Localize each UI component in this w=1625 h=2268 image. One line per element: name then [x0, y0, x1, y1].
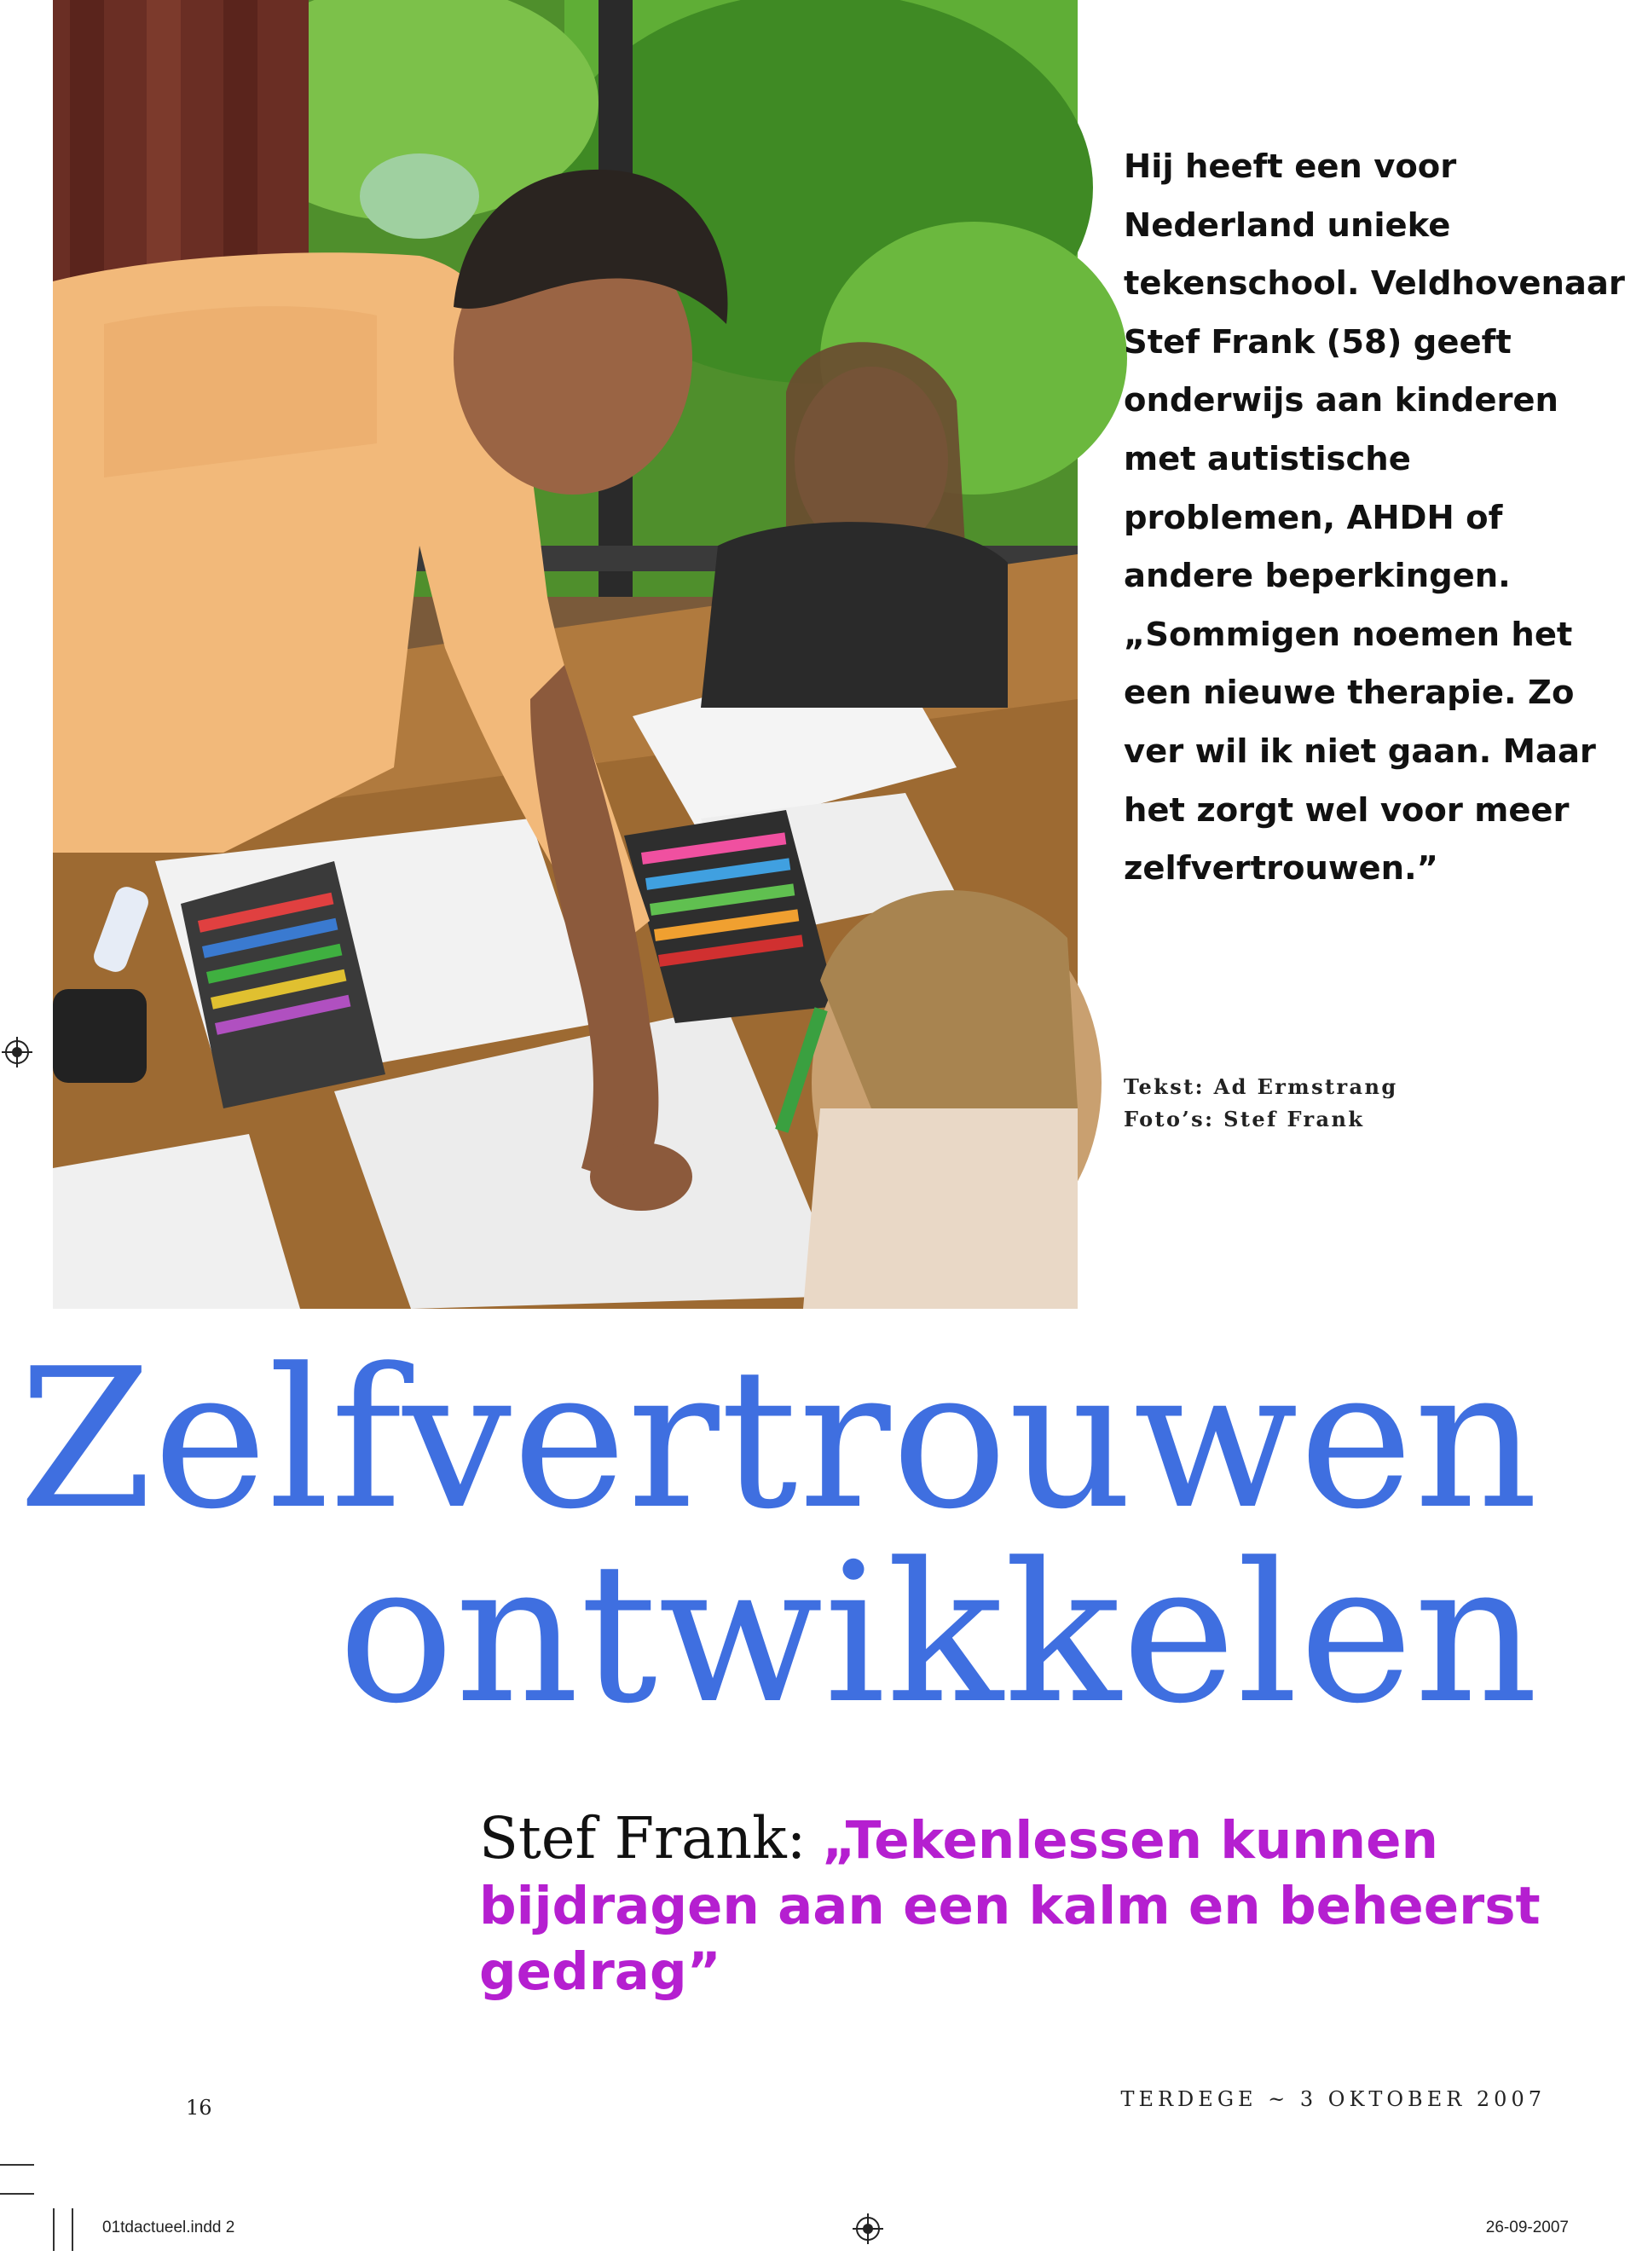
- crop-mark: [0, 2193, 34, 2195]
- article-photo: [53, 0, 1078, 1309]
- headline-line-1: Zelfvertrouwen: [18, 1328, 1539, 1552]
- running-footer: TERDEGE ~ 3 OKTOBER 2007: [1120, 2087, 1546, 2111]
- lead-line: problemen, AHDH of: [1124, 498, 1503, 537]
- lead-line: Stef Frank (58) geeft: [1124, 322, 1512, 362]
- lead-line: Nederland unieke: [1124, 205, 1451, 245]
- lead-line: onderwijs aan kinderen: [1124, 381, 1558, 420]
- article-lead: [1124, 138, 1625, 899]
- text-credit: Tekst: Ad Ermstrang: [1124, 1074, 1398, 1099]
- photo-credit: Foto’s: Stef Frank: [1124, 1107, 1365, 1131]
- lead-line: Hij heeft een voor: [1124, 148, 1457, 186]
- subhead-line-1: [479, 1806, 1545, 1873]
- lead-line: andere beperkingen.: [1124, 557, 1511, 596]
- lead-line: het zorgt wel voor meer: [1124, 790, 1570, 830]
- lead-line: ver wil ik niet gaan. Maar: [1124, 732, 1596, 771]
- registration-mark-icon: [853, 2213, 883, 2244]
- article-subheadline: [479, 1806, 1545, 2005]
- lead-line: zelfvertrouwen.”: [1124, 849, 1438, 888]
- page-number: 16: [186, 2096, 212, 2120]
- crop-mark: [72, 2208, 73, 2251]
- subhead-quote-part: gedrag”: [479, 1941, 721, 2002]
- slug-date: 26-09-2007: [1485, 2219, 1569, 2236]
- article-credits: [1124, 1071, 1398, 1136]
- lead-line: een nieuwe therapie. Zo: [1124, 674, 1575, 713]
- subhead-quote-part: bijdragen aan een kalm en beheerst: [479, 1876, 1541, 1936]
- subhead-speaker: Stef Frank:: [479, 1805, 807, 1872]
- registration-mark-icon: [2, 1037, 32, 1067]
- lead-line: „Sommigen noemen het: [1124, 615, 1573, 654]
- crop-mark: [53, 2208, 55, 2251]
- lead-line: tekenschool. Veldhovenaar: [1124, 264, 1625, 304]
- subhead-quote-part: „Tekenlessen kunnen: [821, 1810, 1438, 1871]
- article-headline: [0, 1328, 1539, 1746]
- crop-mark: [0, 2164, 34, 2166]
- headline-line-2: ontwikkelen: [338, 1522, 1539, 1746]
- lead-line: met autistische: [1124, 439, 1411, 478]
- slug-filename: 01tdactueel.indd 2: [102, 2219, 235, 2236]
